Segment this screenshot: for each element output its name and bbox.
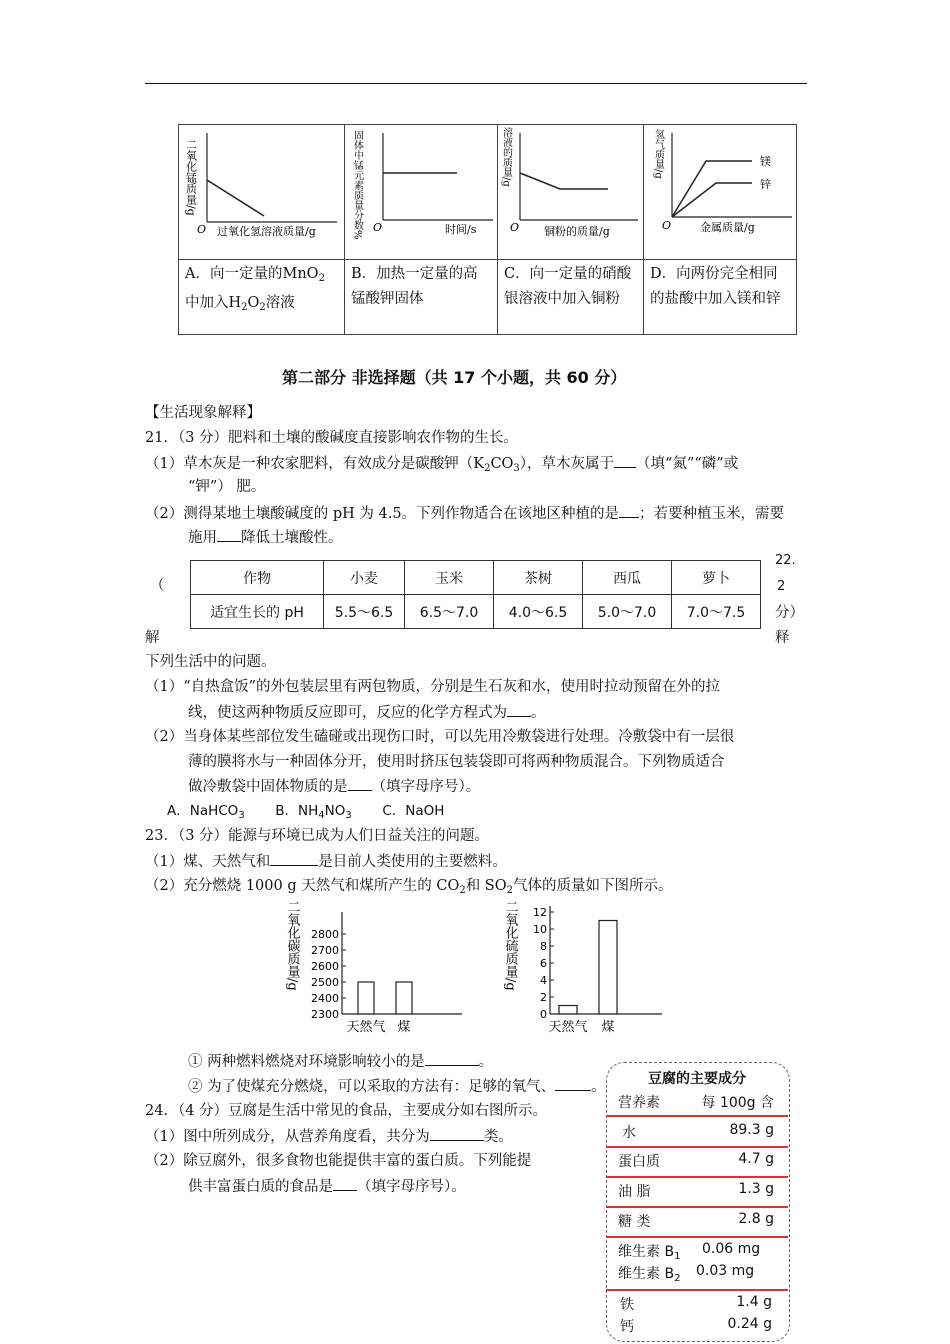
q22-left-jie: 解 xyxy=(145,630,160,646)
graph-b-ylabel: 固体中锰元素质量分数% xyxy=(351,130,363,240)
bar-煤 xyxy=(396,982,412,1014)
y-axis-label: 二氧化碳质量/g xyxy=(284,900,300,991)
graph-a-cell xyxy=(179,125,345,260)
q22-right-num: 22. xyxy=(775,553,796,568)
option-d[interactable]: D．向两份完全相同的盐酸中加入镁和锌 xyxy=(644,260,797,335)
q22-blank-2[interactable] xyxy=(348,776,372,791)
y-tick-label: 2400 xyxy=(311,992,339,1005)
q22-right-shi: 释 xyxy=(775,630,790,646)
y-tick-label: 2600 xyxy=(311,960,339,973)
graph-d-origin: O xyxy=(662,219,672,232)
header-rule xyxy=(145,83,807,84)
crop-header-0: 作物 xyxy=(191,561,324,595)
q23-sub1: ① 两种燃料燃烧对环境影响较小的是 。 xyxy=(188,1051,493,1072)
graph-b xyxy=(345,125,497,255)
q21-blank-3[interactable] xyxy=(217,527,241,542)
graph-c-ylabel: 溶液的质量/g xyxy=(500,127,512,187)
tofu-divider xyxy=(606,1176,788,1178)
graph-d-ylabel: 氢气质量/g xyxy=(652,129,664,179)
q21-part1: （1）草木灰是一种农家肥料，有效成分是碳酸钾$(K_2CO_3)$，草木灰属于 （填“氮”“磷”或 xyxy=(145,453,738,479)
graph-a xyxy=(179,125,344,255)
q21-blank-2[interactable] xyxy=(619,503,639,518)
x-tick-label: 天然气 xyxy=(346,1020,386,1035)
tofu-divider xyxy=(606,1146,788,1148)
crop-ph-table xyxy=(190,560,761,629)
q22-choices xyxy=(167,801,444,826)
graph-c xyxy=(498,125,643,255)
q21-part2: （2）测得某地土壤酸碱度的 pH 为 4.5。下列作物适合在该地区种植的是 ；若要种植玉米，需要 xyxy=(145,503,784,524)
graph-c-cell xyxy=(498,125,644,260)
crop-header-4: 西瓜 xyxy=(583,561,672,595)
q22-left-paren: （ xyxy=(150,578,165,594)
option-c[interactable]: C．向一定量的硝酸银溶液中加入铜粉 xyxy=(498,260,644,335)
q24-part2-cont: 供丰富蛋白质的食品是 （填字母序号）。 xyxy=(188,1176,466,1197)
q21-part2-cont: 施用 降低土壤酸性。 xyxy=(188,527,343,548)
crop-header-5: 萝卜 xyxy=(672,561,761,595)
y-tick-label: 10 xyxy=(533,923,547,936)
bar-天然气 xyxy=(358,982,374,1014)
q22-part2-line3: 做冷敷袋中固体物质的是 （填字母序号）。 xyxy=(188,776,480,797)
q22-choice-a[interactable]: A．NaHCO$_3$ xyxy=(167,803,245,821)
graph-b-origin: O xyxy=(373,221,383,234)
tofu-title: 豆腐的主要成分 xyxy=(648,1071,746,1087)
option-table xyxy=(178,124,797,335)
q22-choice-b[interactable]: B．$NH_4NO_3$ xyxy=(275,803,352,821)
bar-天然气 xyxy=(559,1006,577,1015)
y-tick-label: 6 xyxy=(540,957,547,970)
y-tick-label: 2700 xyxy=(311,944,339,957)
graph-d xyxy=(644,125,796,255)
q22-part2: （2）当身体某些部位发生磕碰或出现伤口时，可以先用冷敷袋进行处理。冷敷袋中有一层很 xyxy=(145,729,735,745)
q22-part1: （1）“自热盒饭”的外包装层里有两包物质，分别是生石灰和水，使用时拉动预留在外的拉 xyxy=(145,679,721,695)
section-tag: 【生活现象解释】 xyxy=(145,405,261,421)
q22-cont: 下列生活中的问题。 xyxy=(145,654,276,670)
q23-blank-3[interactable] xyxy=(555,1076,591,1091)
crop-cell-4: 5.0～7.0 xyxy=(583,595,672,629)
q22-right-2: 2 xyxy=(777,579,786,594)
x-tick-label: 煤 xyxy=(601,1020,615,1035)
graph-a-origin: O xyxy=(197,223,207,236)
graph-b-cell xyxy=(345,125,498,260)
q22-part1-cont: 线，使这两种物质反应即可，反应的化学方程式为 。 xyxy=(188,702,546,723)
crop-header-3: 茶树 xyxy=(494,561,583,595)
graph-d-series-zn: 锌 xyxy=(760,178,771,191)
q23-sub2: ② 为了使煤充分燃烧，可以采取的方法有：足够的氧气、 。 xyxy=(188,1076,606,1097)
q22-blank-1[interactable] xyxy=(507,702,531,717)
option-a[interactable]: A．向一定量的MnO$_2$中加入$H_2O_2$溶液 xyxy=(179,260,345,335)
y-tick-label: 4 xyxy=(540,974,547,987)
tofu-divider xyxy=(606,1236,788,1238)
q23-blank-1[interactable] xyxy=(270,851,318,866)
graph-d-cell xyxy=(644,125,797,260)
q22-part2-line2: 薄的膜将水与一种固体分开，使用时挤压包装袋即可将两种物质混合。下列物质适合 xyxy=(188,754,725,770)
tofu-divider xyxy=(606,1115,788,1117)
bar-煤 xyxy=(599,921,617,1015)
graph-d-series-mg: 镁 xyxy=(760,155,771,168)
q21-stem: 21．（3 分）肥料和土壤的酸碱度直接影响农作物的生长。 xyxy=(145,430,519,446)
crop-cell-3: 4.0～6.5 xyxy=(494,595,583,629)
graph-d-xlabel: 金属质量/g xyxy=(700,221,755,234)
q23-part1: （1）煤、天然气和 是目前人类使用的主要燃料。 xyxy=(145,851,507,872)
q21-part1-cont: “钾”） 肥。 xyxy=(188,479,266,495)
crop-cell-1: 5.5～6.5 xyxy=(324,595,405,629)
y-tick-label: 8 xyxy=(540,940,547,953)
q23-part2: （2）充分燃烧 1000 g 天然气和煤所产生的 $CO_2$和 $SO_2$气体的质量如下图所示。 xyxy=(145,878,673,896)
graph-c-origin: O xyxy=(510,221,520,234)
graph-a-ylabel: 二氧化锰质量/g xyxy=(184,139,198,216)
section-title: 第二部分 非选择题（共 17 个小题，共 60 分） xyxy=(282,368,627,387)
x-tick-label: 天然气 xyxy=(548,1020,588,1035)
co2-bar-chart xyxy=(284,896,474,1038)
so2-bar-chart xyxy=(502,896,672,1038)
option-b[interactable]: B．加热一定量的高锰酸钾固体 xyxy=(345,260,498,335)
q23-blank-2[interactable] xyxy=(425,1051,479,1066)
q24-stem: 24．（4 分）豆腐是生活中常见的食品，主要成分如右图所示。 xyxy=(145,1103,548,1119)
q22-right-fen: 分） xyxy=(775,605,804,621)
crop-cell-2: 6.5～7.0 xyxy=(405,595,494,629)
graph-a-xlabel: 过氧化氢溶液质量/g xyxy=(217,225,316,238)
q22-choice-c[interactable]: C．NaOH xyxy=(382,803,445,819)
q24-blank-1[interactable] xyxy=(430,1126,484,1141)
crop-cell-0: 适宜生长的 pH xyxy=(191,595,324,629)
crop-header-1: 小麦 xyxy=(324,561,405,595)
q24-part2: （2）除豆腐外，很多食物也能提供丰富的蛋白质。下列能提 xyxy=(145,1153,532,1169)
crop-header-2: 玉米 xyxy=(405,561,494,595)
y-tick-label: 0 xyxy=(540,1008,547,1021)
q24-part1: （1）图中所列成分，从营养角度看，共分为 类。 xyxy=(145,1126,513,1147)
y-axis-label: 二氧化硫质量/g xyxy=(502,900,518,991)
graph-c-xlabel: 铜粉的质量/g xyxy=(544,225,610,238)
tofu-divider xyxy=(606,1206,788,1208)
q24-blank-2[interactable] xyxy=(333,1176,357,1191)
y-tick-label: 2 xyxy=(540,991,547,1004)
y-tick-label: 2800 xyxy=(311,928,339,941)
q21-blank-1[interactable] xyxy=(614,453,636,468)
graph-b-xlabel: 时间/s xyxy=(445,223,477,236)
y-tick-label: 12 xyxy=(533,906,547,919)
y-tick-label: 2500 xyxy=(311,976,339,989)
q23-stem: 23．（3 分）能源与环境已成为人们日益关注的问题。 xyxy=(145,828,490,844)
crop-cell-5: 7.0～7.5 xyxy=(672,595,761,629)
tofu-divider xyxy=(606,1289,788,1291)
y-tick-label: 2300 xyxy=(311,1008,339,1021)
x-tick-label: 煤 xyxy=(397,1020,411,1035)
